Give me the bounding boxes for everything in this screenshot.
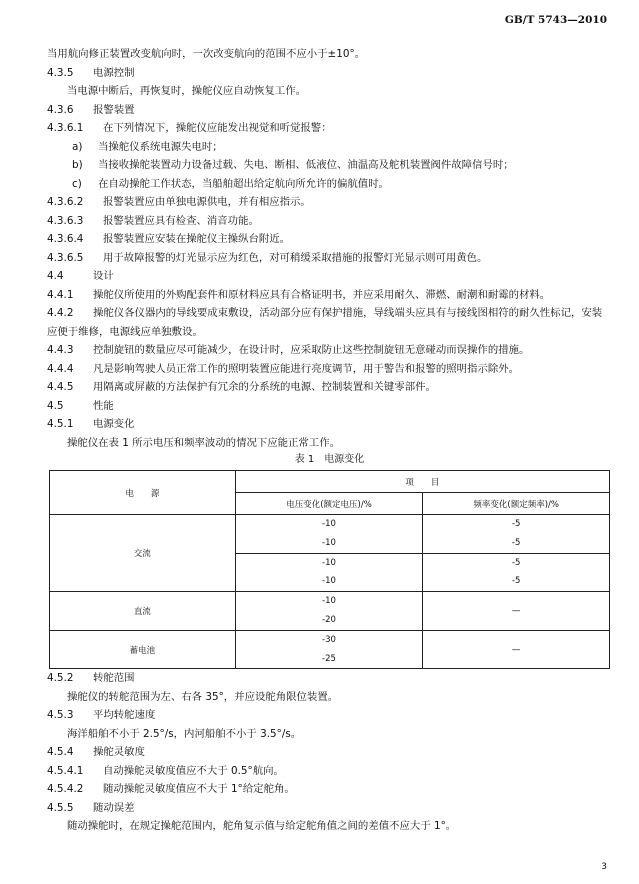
clause-text: 用隔离或屏蔽的方法保护有冗余的分系统的电源、控制装置和关键零部件。 <box>93 381 436 393</box>
table-header-item: 项 目 <box>235 471 609 493</box>
paragraph: 当电源中断后，再恢复时，操舵仪应自动恢复工作。 <box>67 85 306 97</box>
section-title: 转舵范围 <box>93 672 135 685</box>
section-number: 4.3.5 <box>47 66 74 79</box>
clause-number: 4.4.5 <box>47 381 74 393</box>
clause-number: 4.3.6.4 <box>47 233 84 245</box>
paragraph: 当用航向修正装置改变航向时，一次改变航向的范围不应小于±10°。 <box>47 48 366 60</box>
clause <box>47 193 612 212</box>
table-cell-voltage: -10 -20 <box>235 592 423 631</box>
clause <box>47 286 612 305</box>
section-number: 4.5.1 <box>47 418 74 430</box>
section-number: 4.3.6 <box>47 103 74 116</box>
standard-number: GB/T 5743—2010 <box>504 14 607 26</box>
section-heading <box>47 64 612 83</box>
clause-text: 用于故障报警的灯光显示应为红色，对可稍缓采取措施的报警灯光显示则可用黄色。 <box>103 251 488 264</box>
clause-text: 随动操舵灵敏度值应不大于 1°给定舵角。 <box>103 783 295 796</box>
power-variation-table <box>49 470 610 669</box>
clause <box>47 249 612 268</box>
table-caption: 表 1 电源变化 <box>294 454 365 465</box>
clause <box>47 230 612 249</box>
page-number: 3 <box>601 862 607 872</box>
section-title: 设计 <box>93 270 114 282</box>
table-cell-frequency: -5 -5 <box>423 515 610 554</box>
table-cell-source: 直流 <box>50 592 236 631</box>
clause-number: 4.4.2 <box>47 307 74 319</box>
section-heading <box>47 397 612 416</box>
clause <box>47 212 612 231</box>
table-header-voltage: 电压变化(额定电压)/% <box>235 493 423 515</box>
clause <box>47 378 612 397</box>
clause-number: 4.5.4.2 <box>47 783 84 796</box>
table-cell-frequency: -5 -5 <box>423 553 610 592</box>
section-title: 随动误差 <box>93 801 135 814</box>
section-heading <box>47 415 612 434</box>
table-header-source: 电 源 <box>50 471 236 515</box>
table-cell-voltage: -10 -10 <box>235 553 423 592</box>
section-number: 4.4 <box>47 270 64 282</box>
table-cell-voltage: -10 -10 <box>235 515 423 554</box>
paragraph: 操舵仪的转舵范围为左、右各 35°，并应设舵角限位装置。 <box>67 690 339 703</box>
table-cell-source: 交流 <box>50 515 236 592</box>
section-title: 电源控制 <box>93 66 135 79</box>
clause-number: 4.3.6.5 <box>47 251 84 264</box>
clause <box>47 341 612 360</box>
list-label: b) <box>72 159 83 171</box>
clause <box>47 119 612 138</box>
paragraph: 操舵仪在表 1 所示电压和频率波动的情况下应能正常工作。 <box>67 436 340 449</box>
clause <box>47 762 612 781</box>
section-heading <box>47 669 612 688</box>
table-cell-source: 蓄电池 <box>50 630 236 669</box>
list-text: 当操舵仪系统电源失电时； <box>98 140 223 153</box>
list-item <box>47 138 612 157</box>
list-label: c) <box>72 177 82 190</box>
section-heading <box>47 101 612 120</box>
section-title: 电源变化 <box>93 418 135 430</box>
clause <box>47 304 612 341</box>
clause-text: 凡是影响驾驶人员正常工作的照明装置应能进行亮度调节，用于警告和报警的照明指示除外。 <box>93 362 520 375</box>
clause-text: 报警装置应由单独电源供电，并有相应指示。 <box>103 196 311 208</box>
clause-text: 在下列情况下，操舵仪应能发出视觉和听觉报警： <box>103 122 332 134</box>
clause-number: 4.3.6.3 <box>47 214 84 227</box>
clause-number: 4.5.4.1 <box>47 764 84 777</box>
clause-number: 4.4.1 <box>47 288 74 301</box>
clause-number: 4.4.3 <box>47 344 74 356</box>
section-title: 操舵灵敏度 <box>93 746 145 759</box>
clause-text: 操舵仪所使用的外购配套件和原材料应具有合格证明书，并应采用耐久、滞燃、耐潮和耐霉的材料。 <box>93 288 551 301</box>
list-text: 在自动操舵工作状态，当船舶超出给定航向所允许的偏航值时。 <box>98 177 389 190</box>
table-header-frequency: 频率变化(额定频率)/% <box>423 493 610 515</box>
paragraph: 海洋船舶不小于 2.5°/s，内河船舶不小于 3.5°/s。 <box>67 727 302 740</box>
section-number: 4.5 <box>47 399 64 412</box>
table-cell-voltage: -30 -25 <box>235 630 423 669</box>
document-body <box>47 45 612 836</box>
clause-number: 4.3.6.1 <box>47 122 84 134</box>
clause-text: 报警装置应安装在操舵仪主操纵台附近。 <box>103 233 291 245</box>
section-heading <box>47 267 612 286</box>
list-item <box>47 175 612 194</box>
section-title: 报警装置 <box>93 103 135 116</box>
section-heading <box>47 743 612 762</box>
section-title: 性能 <box>93 399 114 412</box>
section-heading <box>47 799 612 818</box>
table-cell-frequency: — <box>423 592 610 631</box>
clause-text: 控制旋钮的数量应尽可能减少，在设计时，应采取防止这些控制旋钮无意碰动而误操作的措施。 <box>93 344 530 356</box>
section-number: 4.5.3 <box>47 709 74 722</box>
clause-text: 自动操舵灵敏度值应不大于 0.5°航向。 <box>103 764 284 777</box>
section-number: 4.5.5 <box>47 801 74 814</box>
paragraph: 随动操舵时，在规定操舵范围内，舵角复示值与给定舵角值之间的差值不应大于 1°。 <box>67 820 457 833</box>
clause-number: 4.4.4 <box>47 362 74 375</box>
section-number: 4.5.4 <box>47 746 74 759</box>
table-cell-frequency: — <box>423 630 610 669</box>
clause-text: 操舵仪各仪器内的导线要成束敷设，活动部分应有保护措施，导线端头应具有与接线图相符的耐久性标记，安装应便于维修，电源线应单独敷设。 <box>47 307 603 338</box>
clause-text: 报警装置应具有检查、消音功能。 <box>103 214 259 227</box>
clause-number: 4.3.6.2 <box>47 196 84 208</box>
list-text: 当接收操舵装置动力设备过载、失电、断相、低液位、油温高及舵机装置阀件故障信号时； <box>98 159 514 171</box>
clause <box>47 360 612 379</box>
list-item <box>47 156 612 175</box>
clause <box>47 780 612 799</box>
section-heading <box>47 706 612 725</box>
section-number: 4.5.2 <box>47 672 74 685</box>
list-label: a) <box>72 140 83 153</box>
section-title: 平均转舵速度 <box>93 709 156 722</box>
